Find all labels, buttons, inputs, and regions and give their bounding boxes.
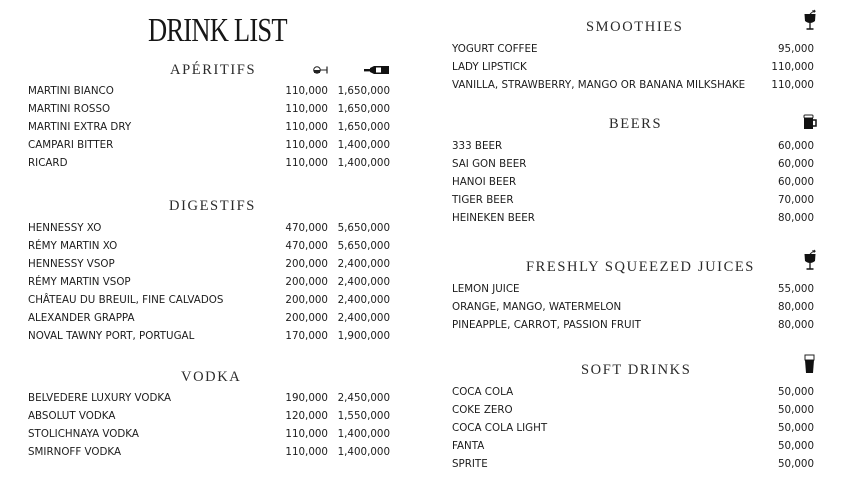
menu-item: HANOI BEER 60,000 bbox=[452, 176, 814, 188]
menu-item: RÉMY MARTIN VSOP 200,000 2,400,000 bbox=[28, 276, 390, 288]
section-title-beers: BEERS bbox=[609, 116, 663, 132]
menu-item: ORANGE, MANGO, WATERMELON 80,000 bbox=[452, 301, 814, 313]
menu-item: HEINEKEN BEER 80,000 bbox=[452, 212, 814, 224]
section-title-digestifs: DIGESTIFS bbox=[169, 198, 256, 214]
section-title-smoothies: SMOOTHIES bbox=[586, 19, 684, 35]
menu-item: YOGURT COFFEE 95,000 bbox=[452, 43, 814, 55]
menu-item: MARTINI EXTRA DRY 110,000 1,650,000 bbox=[28, 121, 390, 133]
menu-item: CHÂTEAU DU BREUIL, FINE CALVADOS 200,000 2,400,000 bbox=[28, 294, 390, 306]
menu-item: HENNESSY XO 470,000 5,650,000 bbox=[28, 222, 390, 234]
menu-item: ALEXANDER GRAPPA 200,000 2,400,000 bbox=[28, 312, 390, 324]
tall-glass-icon bbox=[804, 354, 815, 374]
cocktail-icon bbox=[803, 9, 817, 31]
menu-item: ABSOLUT VODKA 120,000 1,550,000 bbox=[28, 410, 390, 422]
menu-item: LADY LIPSTICK 110,000 bbox=[452, 61, 814, 73]
menu-item: SPRITE 50,000 bbox=[452, 458, 814, 470]
menu-item: COKE ZERO 50,000 bbox=[452, 404, 814, 416]
wine-glass-icon bbox=[313, 66, 329, 74]
menu-item: COCA COLA LIGHT 50,000 bbox=[452, 422, 814, 434]
menu-item: MARTINI ROSSO 110,000 1,650,000 bbox=[28, 103, 390, 115]
bottle-icon bbox=[364, 65, 390, 75]
menu-item: STOLICHNAYA VODKA 110,000 1,400,000 bbox=[28, 428, 390, 440]
menu-item: NOVAL TAWNY PORT, PORTUGAL 170,000 1,900,000 bbox=[28, 330, 390, 342]
menu-item: COCA COLA 50,000 bbox=[452, 386, 814, 398]
section-title-aperitifs: APÉRITIFS bbox=[170, 62, 257, 78]
beer-mug-icon bbox=[803, 114, 817, 130]
menu-item: RÉMY MARTIN XO 470,000 5,650,000 bbox=[28, 240, 390, 252]
menu-item: SAI GON BEER 60,000 bbox=[452, 158, 814, 170]
menu-item: FANTA 50,000 bbox=[452, 440, 814, 452]
menu-item: MARTINI BIANCO 110,000 1,650,000 bbox=[28, 85, 390, 97]
menu-item: RICARD 110,000 1,400,000 bbox=[28, 157, 390, 169]
menu-item: HENNESSY VSOP 200,000 2,400,000 bbox=[28, 258, 390, 270]
menu-item: LEMON JUICE 55,000 bbox=[452, 283, 814, 295]
menu-item: PINEAPPLE, CARROT, PASSION FRUIT 80,000 bbox=[452, 319, 814, 331]
cocktail-icon bbox=[803, 249, 817, 271]
menu-item: BELVEDERE LUXURY VODKA 190,000 2,450,000 bbox=[28, 392, 390, 404]
menu-item: 333 BEER 60,000 bbox=[452, 140, 814, 152]
menu-item: SMIRNOFF VODKA 110,000 1,400,000 bbox=[28, 446, 390, 458]
menu-item: TIGER BEER 70,000 bbox=[452, 194, 814, 206]
menu-item: CAMPARI BITTER 110,000 1,400,000 bbox=[28, 139, 390, 151]
page-title: DRINK LIST bbox=[148, 12, 287, 49]
section-title-vodka: VODKA bbox=[181, 369, 242, 385]
section-title-soft-drinks: SOFT DRINKS bbox=[581, 362, 692, 378]
menu-item: VANILLA, STRAWBERRY, MANGO OR BANANA MILKSHAKE 110,000 bbox=[452, 79, 814, 91]
section-title-juices: FRESHLY SQUEEZED JUICES bbox=[526, 259, 755, 275]
